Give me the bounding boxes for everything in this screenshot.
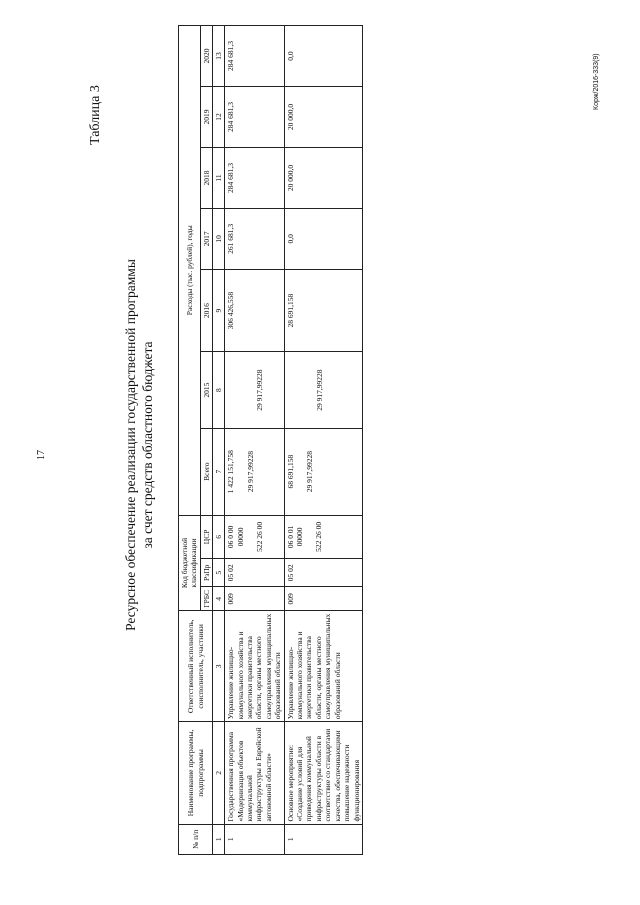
row-2016: 306 426,558 (225, 269, 284, 352)
row-csr-secondary: 522 26 00 (255, 521, 265, 552)
row-responsible: Управление жилищно-коммунального хозяйства и энергетики правительства области, органы местного самоуправления муниципальных образований области (225, 611, 284, 722)
footer-code: Корж/2016-333(9) (593, 53, 600, 110)
column-number: 8 (213, 352, 225, 428)
header-2015: 2015 (200, 352, 212, 428)
row-2016: 28 691,158 (284, 269, 362, 352)
row-2017: 261 681,3 (225, 208, 284, 269)
document-heading (122, 145, 156, 745)
row-rzpr: 05 02 (284, 559, 362, 587)
row-csr (225, 515, 284, 559)
header-grbs: ГРБС (200, 587, 212, 611)
column-number: 10 (213, 208, 225, 269)
row-num: 1 (284, 824, 362, 854)
row-2020: 284 681,3 (225, 26, 284, 87)
row-2015-value: 29 917,99228 (255, 369, 265, 411)
column-number: 3 (213, 611, 225, 722)
row-csr (284, 515, 362, 559)
header-name: Наименование программы, подпрограммы (179, 722, 213, 824)
row-total (225, 428, 284, 515)
row-2020: 0,0 (284, 26, 362, 87)
heading-line-2: за счет средств областного бюджета (140, 341, 155, 549)
row-name: Государственная программа «Модернизация объектов коммунальной инфраструктуры в Еврейской автономной области» (225, 722, 284, 824)
header-num: № п/п (179, 824, 213, 854)
resource-table (178, 25, 363, 855)
header-2017: 2017 (200, 208, 212, 269)
row-grbs: 009 (225, 587, 284, 611)
row-2015 (284, 352, 362, 428)
heading-line-1: Ресурсное обеспечение реализации государственной программы (123, 259, 138, 631)
row-2019: 20 000,0 (284, 87, 362, 148)
header-expense-group: Расходы (тыс. рублей), годы (179, 26, 201, 516)
row-name: Основное мероприятие: «Создание условий для приведения коммунальной инфраструктуры области в соответствие со стандартами качества, обеспечивающими повышение надежности функционирования (284, 722, 362, 824)
header-responsible: Ответственный исполнитель, соисполнитель, участники (179, 611, 213, 722)
row-total-secondary: 29 917,99228 (305, 451, 315, 493)
column-number-row (213, 26, 225, 855)
row-2017: 0,0 (284, 208, 362, 269)
header-csr: ЦСР (200, 515, 212, 559)
row-2018: 284 681,3 (225, 148, 284, 209)
row-2018: 20 000,0 (284, 148, 362, 209)
row-2019: 284 681,3 (225, 87, 284, 148)
row-2015-value: 29 917,99228 (314, 369, 324, 411)
column-number: 11 (213, 148, 225, 209)
row-responsible: Управление жилищно-коммунального хозяйства и энергетики правительства области, органы местного самоуправления муниципальных образований области (284, 611, 362, 722)
header-2016: 2016 (200, 269, 212, 352)
row-num: 1 (225, 824, 284, 854)
column-number: 13 (213, 26, 225, 87)
column-number: 2 (213, 722, 225, 824)
table-label: Таблица 3 (88, 85, 103, 145)
row-rzpr: 05 02 (225, 559, 284, 587)
header-rzpr: РзПр (200, 559, 212, 587)
column-number: 4 (213, 587, 225, 611)
header-row-1 (179, 26, 201, 855)
header-2020: 2020 (200, 26, 212, 87)
column-number: 1 (213, 824, 225, 854)
column-number: 6 (213, 515, 225, 559)
header-total: Всего (200, 428, 212, 515)
column-number: 7 (213, 428, 225, 515)
row-2015 (225, 352, 284, 428)
header-code-group: Код бюджетной классификации (179, 515, 201, 611)
page-number: 17 (36, 450, 47, 460)
row-total (284, 428, 362, 515)
header-2019: 2019 (200, 87, 212, 148)
row-total-primary: 1 422 151,758 (226, 450, 236, 494)
row-csr-primary: 06 0 01 00000 (285, 525, 305, 549)
row-csr-primary: 06 0 00 00000 (226, 525, 245, 549)
header-2018: 2018 (200, 148, 212, 209)
column-number: 5 (213, 559, 225, 587)
row-csr-secondary: 522 26 00 (314, 521, 324, 552)
column-number: 12 (213, 87, 225, 148)
table-row-program (225, 26, 284, 855)
row-total-primary: 68 691,158 (285, 454, 295, 489)
row-grbs: 009 (284, 587, 362, 611)
table-row-measure (284, 26, 362, 855)
column-number: 9 (213, 269, 225, 352)
row-total-secondary: 29 917,99228 (245, 451, 255, 493)
